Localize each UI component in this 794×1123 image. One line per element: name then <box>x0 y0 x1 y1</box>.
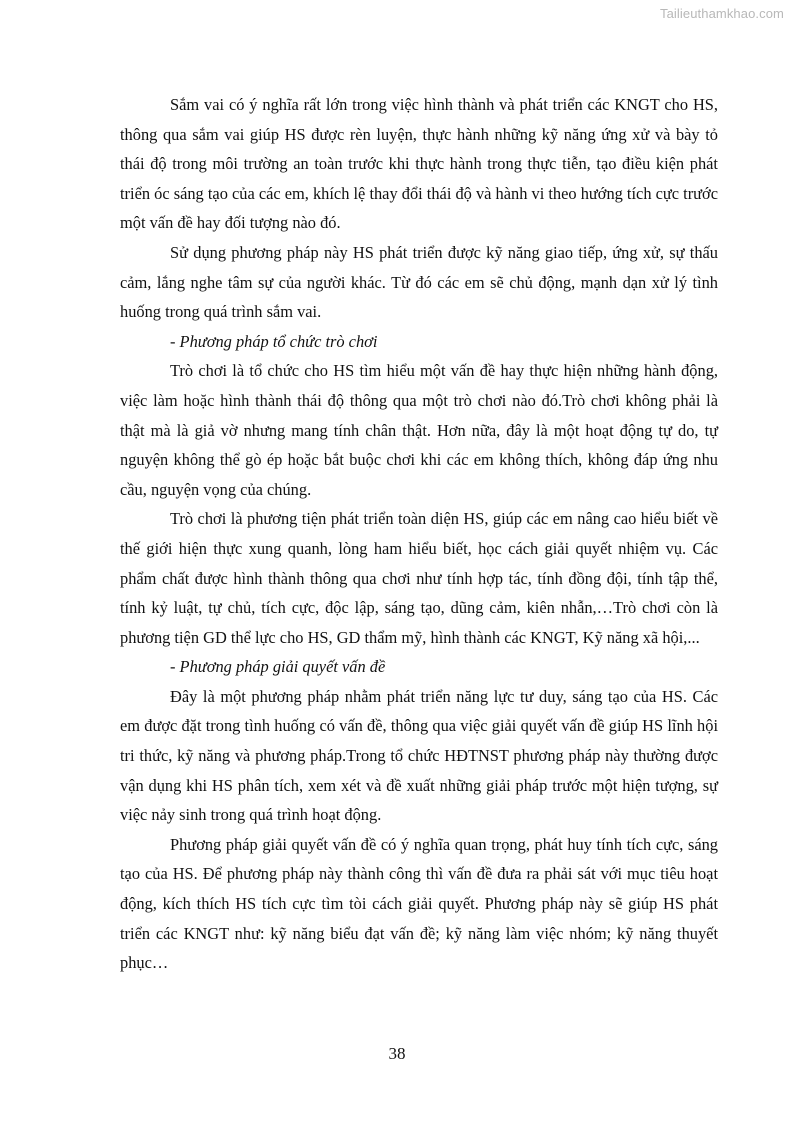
heading-game-method: - Phương pháp tổ chức trò chơi <box>170 331 378 351</box>
paragraph-problem-solving-significance: Phương pháp giải quyết vấn đề có ý nghĩa quan trọng, phát huy tính tích cực, sáng tạo của HS. Để phương pháp này thành công thì vấn đề đưa ra phải sát với mục tiêu hoạt động, kích thích HS tích cực tìm tòi cách giải quyết. Phương pháp này sẽ giúp HS phát triển các KNGT như: kỹ năng biểu đạt vấn đề; kỹ năng làm việc nhóm; kỹ năng thuyết phục… <box>120 834 718 973</box>
paragraph-role-play-skills: Sử dụng phương pháp này HS phát triển được kỹ năng giao tiếp, ứng xử, sự thấu cảm, lắng nghe tâm sự của người khác. Từ đó các em sẽ chủ động, mạnh dạn xử lý tình huống trong quá trình sắm vai. <box>120 242 718 322</box>
paragraph-role-play-significance: Sắm vai có ý nghĩa rất lớn trong việc hình thành và phát triển các KNGT cho HS, thông qua sắm vai giúp HS được rèn luyện, thực hành những kỹ năng ứng xử và bày tỏ thái độ trong môi trường an toàn trước khi thực hành trong thực tiễn, tạo điều kiện phát triển óc sáng tạo của các em, khích lệ thay đổi thái độ và hành vi theo hướng tích cực trước một vấn đề hay đối tượng nào đó. <box>120 95 718 233</box>
paragraph-problem-solving-definition: Đây là một phương pháp nhằm phát triển năng lực tư duy, sáng tạo của HS. Các em được đặt trong tình huống có vấn đề, thông qua việc giải quyết vấn đề giúp HS lĩnh hội tri thức, kỹ năng và phương pháp.Trong tổ chức HĐTNST phương pháp này thường được vận dụng khi HS phân tích, xem xét và đề xuất những giải pháp trước một hiện tượng, sự việc nảy sinh trong quá trình hoạt động. <box>120 686 718 825</box>
heading-problem-solving-method: - Phương pháp giải quyết vấn đề <box>170 657 386 677</box>
page-number: 38 <box>388 1044 406 1063</box>
page-body <box>120 90 718 978</box>
paragraph-game-benefits: Trò chơi là phương tiện phát triển toàn diện HS, giúp các em nâng cao hiểu biết về thế giới hiện thực xung quanh, lòng ham hiểu biết, học cách giải quyết nhiệm vụ. Các phẩm chất được hình thành thông qua chơi như tính hợp tác, tính đồng đội, tính tập thể, tính kỷ luật, tự chủ, tích cực, độc lập, sáng tạo, dũng cảm, kiên nhẫn,…Trò chơi còn là phương tiện GD thể lực cho HS, GD thẩm mỹ, hình thành các KNGT, Kỹ năng xã hội,... <box>120 509 718 647</box>
watermark-text: Tailieuthamkhao.com <box>659 6 784 21</box>
paragraph-game-definition: Trò chơi là tổ chức cho HS tìm hiểu một vấn đề hay thực hiện những hành động, việc làm hoặc hình thành thái độ thông qua một trò chơi nào đó.Trò chơi không phải là thật mà là giả vờ nhưng mang tính chân thật. Hơn nữa, đây là một hoạt động tự do, tự nguyện không thể gò ép hoặc bắt buộc chơi khi các em không thích, không đáp ứng nhu cầu, nguyện vọng của chúng. <box>120 361 718 499</box>
